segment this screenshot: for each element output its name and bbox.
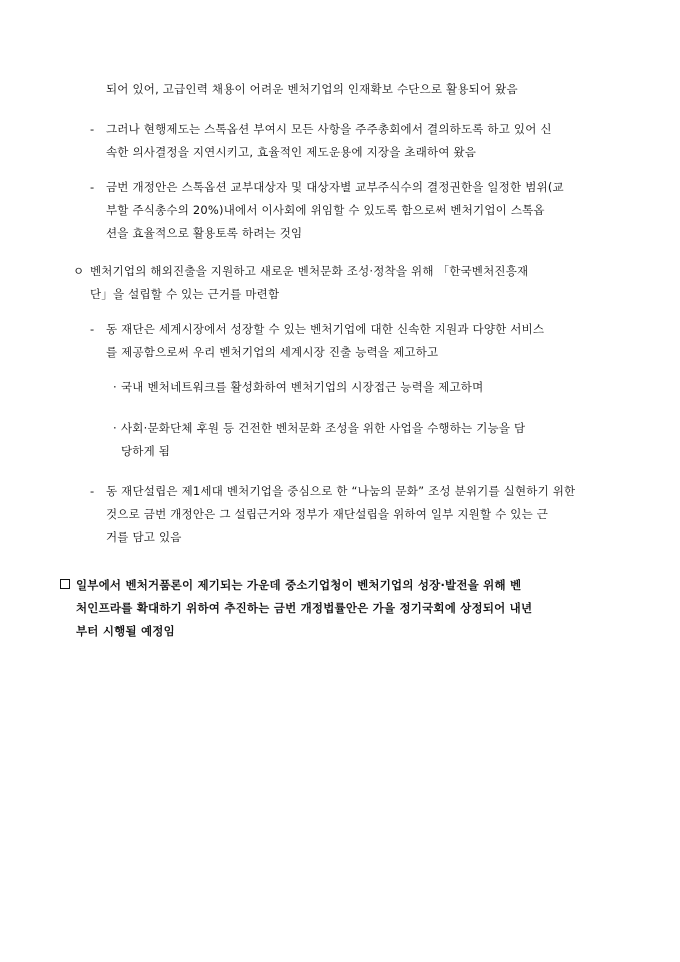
text-line: 동 재단은 세계시장에서 성장할 수 있는 벤처기업에 대한 신속한 지원과 다양한 서비스 xyxy=(106,322,545,336)
text-line: 를 제공함으로써 우리 벤처기업의 세계시장 진출 능력을 제고하고 xyxy=(106,345,439,359)
dash-item-1 xyxy=(90,118,552,164)
text-line: 처인프라를 확대하기 위하여 추진하는 금번 개정법률안은 가을 정기국회에 상정되어 내년 xyxy=(76,601,533,615)
dash-item-2 xyxy=(90,176,564,245)
text-line: 당하게 됨 xyxy=(121,444,171,458)
text-line: 일부에서 벤처거품론이 제기되는 가운데 중소기업청이 벤처기업의 성장·발전을 위해 벤 xyxy=(76,578,522,592)
dot-marker: · xyxy=(113,421,117,435)
text-line: 부할 주식총수의 20%)내에서 이사회에 위임할 수 있도록 함으로써 벤처기업이 스톡옵 xyxy=(106,203,545,217)
text-line: 그러나 현행제도는 스톡옵션 부여시 모든 사항을 주주총회에서 결의하도록 하고 있어 신 xyxy=(106,122,552,136)
dash-marker: - xyxy=(90,322,95,336)
text-line: 거를 담고 있음 xyxy=(106,530,182,544)
text-line: 단」을 설립할 수 있는 근거를 마련함 xyxy=(90,287,280,301)
dash-marker: - xyxy=(90,122,95,136)
text-line: 속한 의사결정을 지연시키고, 효율적인 제도운용에 지장을 초래하여 왔음 xyxy=(106,145,477,159)
dash-marker: - xyxy=(90,484,95,498)
text-line: 사회·문화단체 후원 등 건전한 벤처문화 조성을 위한 사업을 수행하는 기능을 담 xyxy=(121,421,526,435)
text-line: 국내 벤처네트워크를 활성화하여 벤처기업의 시장접근 능력을 제고하며 xyxy=(121,380,484,394)
dot-item-1 xyxy=(113,376,484,399)
dash-marker: - xyxy=(90,180,95,194)
text-line: 션을 효율적으로 활용토록 하려는 것임 xyxy=(106,226,303,240)
dot-marker: · xyxy=(113,380,117,394)
circle-marker: ㅇ xyxy=(73,264,85,278)
circle-item xyxy=(73,260,529,306)
dash-item-3 xyxy=(90,318,545,364)
paragraph-continuation xyxy=(106,78,518,101)
text-line: 부터 시행될 예정임 xyxy=(76,624,175,638)
text-line: 벤처기업의 해외진출을 지원하고 새로운 벤처문화 조성·정착을 위해 「한국벤처진흥재 xyxy=(90,264,529,278)
square-bullet-item xyxy=(76,574,532,643)
text-line: 금번 개정안은 스톡옵션 교부대상자 및 대상자별 교부주식수의 결정권한을 일정한 범위(교 xyxy=(106,180,564,194)
text-line: 되어 있어, 고급인력 채용이 어려운 벤처기업의 인재확보 수단으로 활용되어 왔음 xyxy=(106,82,518,96)
text-line: 것으로 금번 개정안은 그 설립근거와 정부가 재단설립을 위하여 일부 지원할 수 있는 근 xyxy=(106,507,549,521)
dot-item-2 xyxy=(113,417,526,463)
text-line: 동 재단설립은 제1세대 벤처기업을 중심으로 한 “나눔의 문화” 조성 분위기를 실현하기 위한 xyxy=(106,484,576,498)
square-bullet-icon xyxy=(60,579,70,589)
dash-item-4 xyxy=(90,480,576,549)
